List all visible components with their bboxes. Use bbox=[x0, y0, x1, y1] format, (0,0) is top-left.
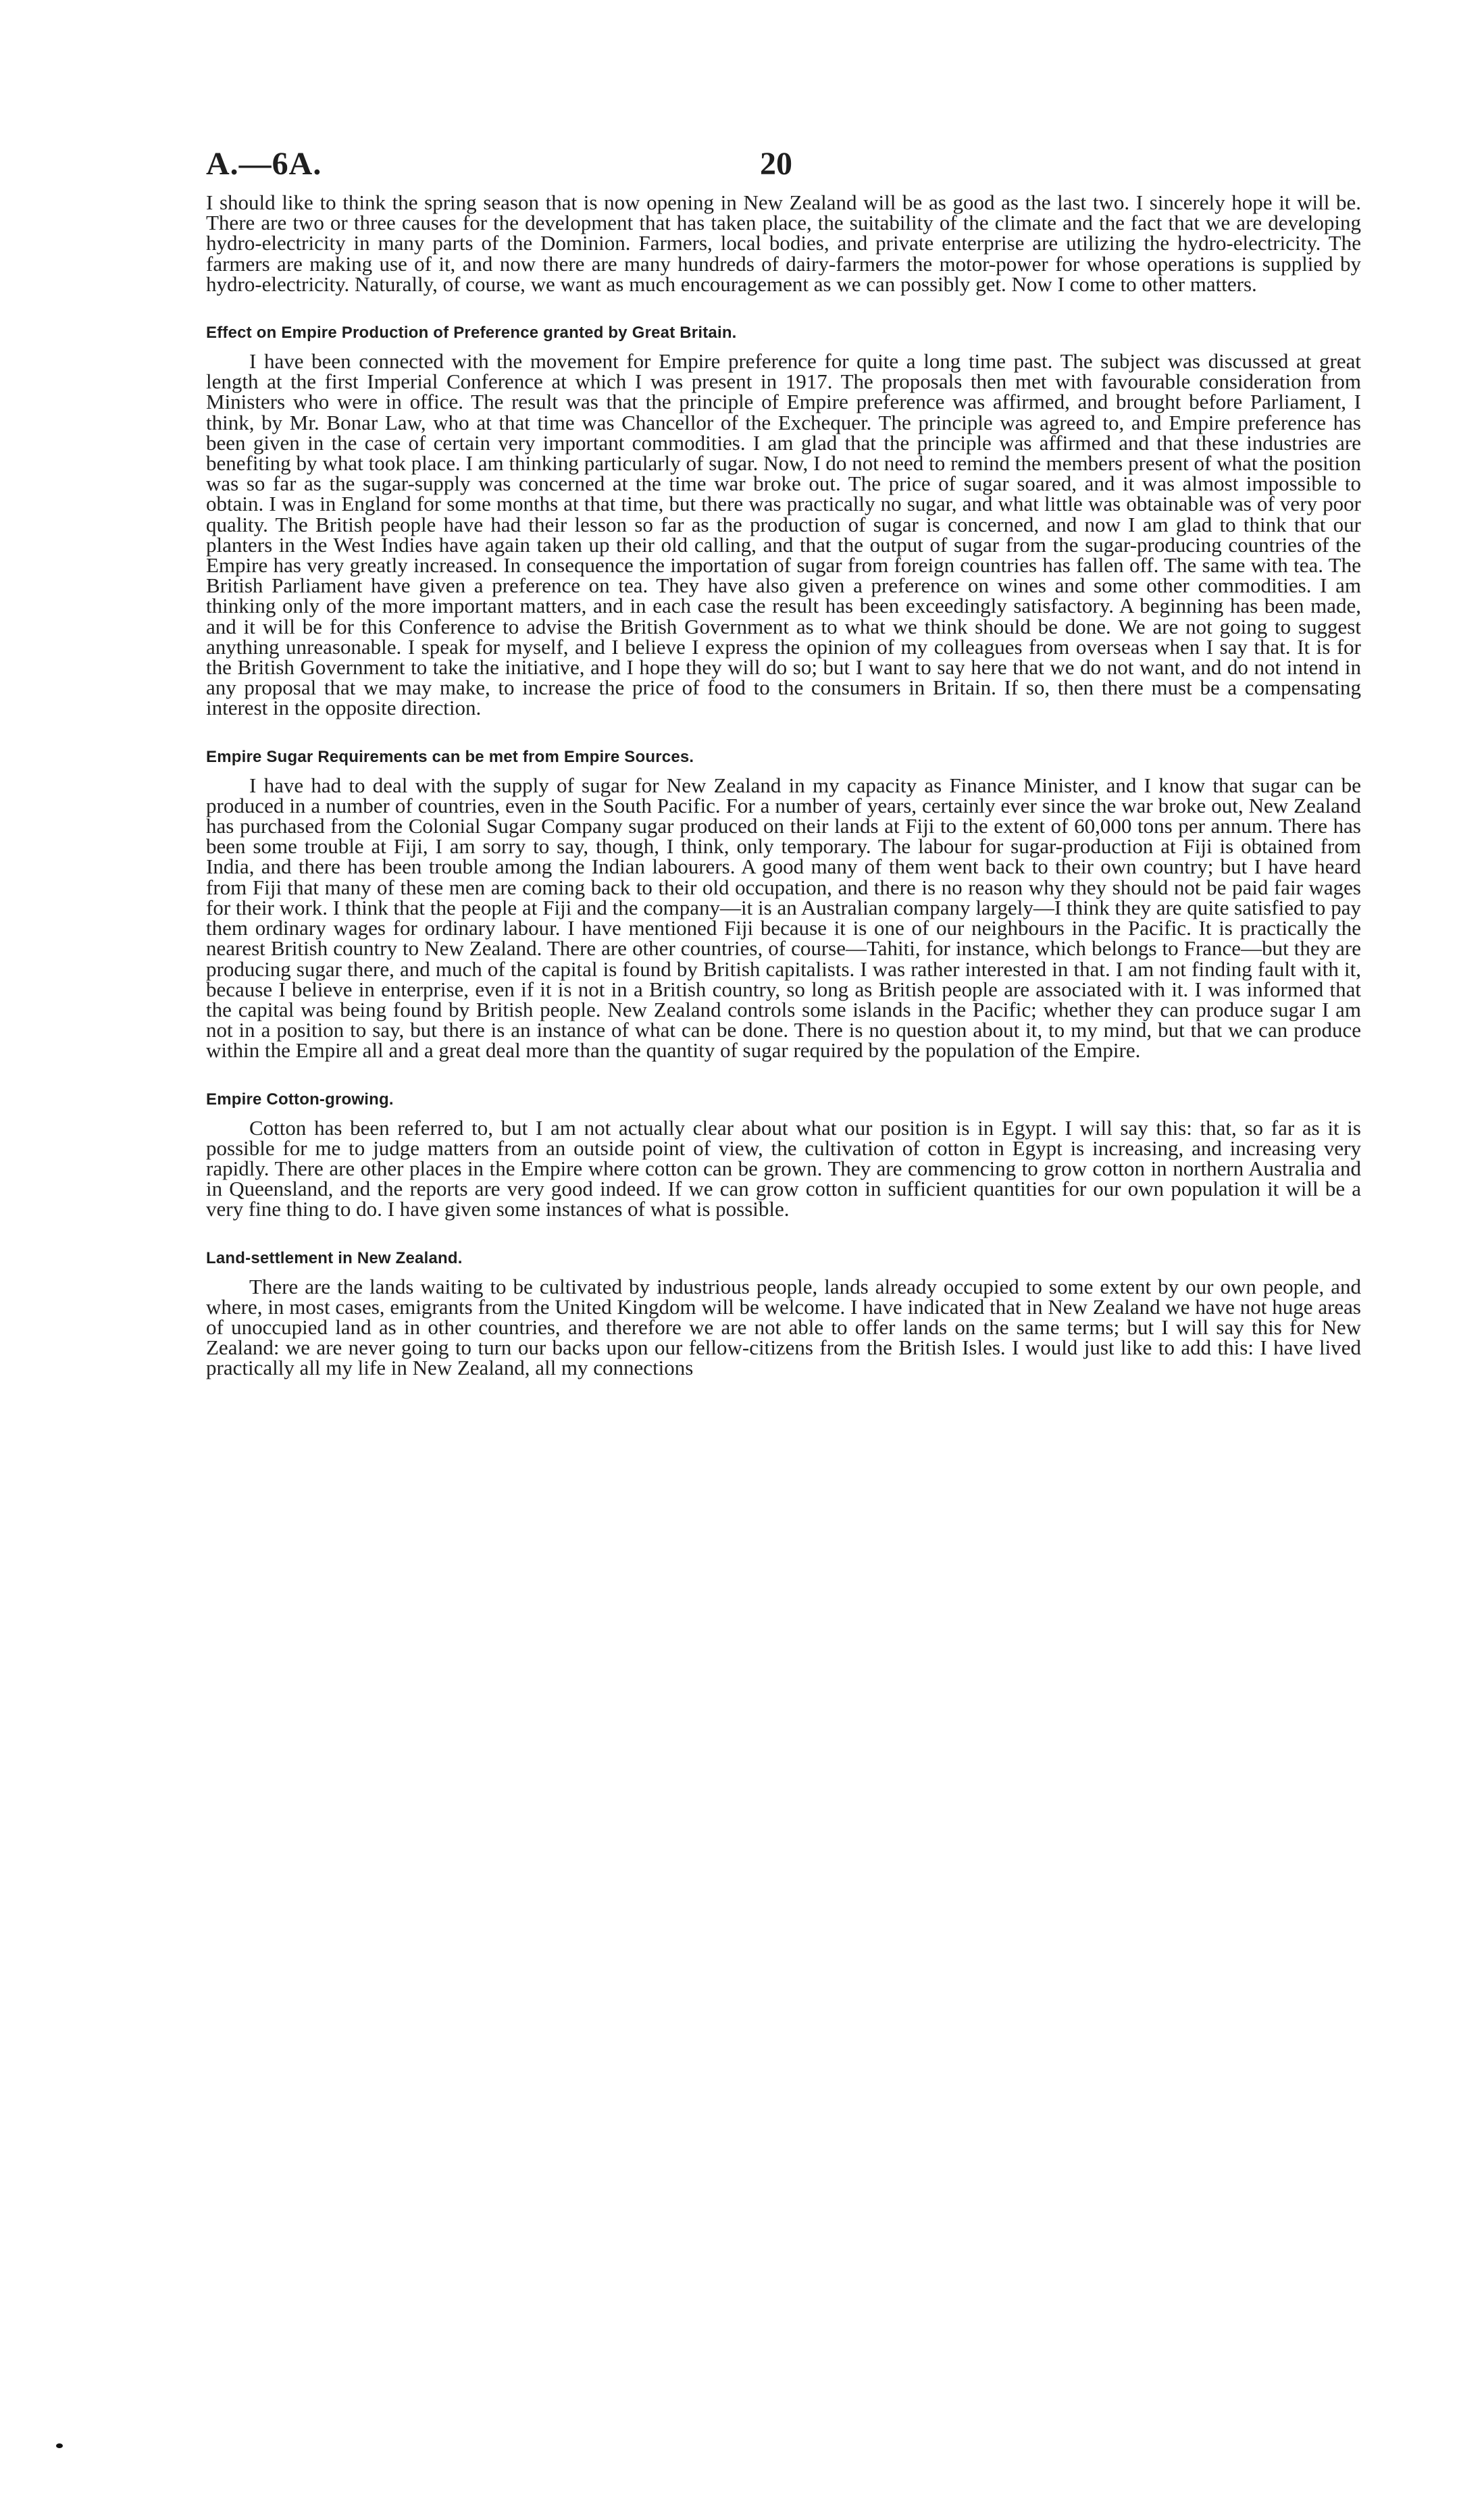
section-heading-empire-preference: Effect on Empire Production of Preference granted by Great Britain. bbox=[206, 324, 737, 342]
document-page bbox=[206, 145, 1361, 1379]
ink-speck bbox=[56, 2443, 63, 2448]
intro-paragraph: I should like to think the spring season that is now opening in New Zealand will be as good as the last two. I sincerely hope it will be. There are two or three causes for the development that has taken place, the suitability of the climate and the fact that we are developing hydro-electricity in many parts of the Dominion. Farmers, local bodies, and private enterprise are utilizing the hydro-electricity. The farmers are making use of it, and now there are many hundreds of dairy-farmers the motor-power for whose operations is supplied by hydro-electricity. Naturally, of course, we want as much encouragement as we can possibly get. Now I come to other matters. bbox=[206, 191, 1361, 296]
section-paragraph-cotton-growing: Cotton has been referred to, but I am not actually clear about what our position is in Egypt. I will say this: that, so far as it is possible for me to judge matters from an outside point of view, the cultivation of cotton in Egypt is increasing, and increasing very rapidly. There are other places in the Empire where cotton can be grown. They are commencing to grow cotton in northern Australia and in Queensland, and the reports are very good indeed. If we can grow cotton in sufficient quantities for our own population it will be a very fine thing to do. I have given some instances of what is possible. bbox=[206, 1115, 1361, 1221]
document-reference: A.—6A. bbox=[206, 146, 322, 182]
page-number: 20 bbox=[760, 146, 792, 182]
section-paragraph-sugar-requirements: I have had to deal with the supply of sugar for New Zealand in my capacity as Finance Minister, and I know that sugar can be produced in a number of countries, even in the South Pacific. For a number of years, certainly ever since the war broke out, New Zealand has purchased from the Colonial Sugar Company sugar produced on their lands at Fiji to the extent of 60,000 tons per annum. There has been some trouble at Fiji, I am sorry to say, though, I think, only temporary. The labour for sugar-production at Fiji is obtained from India, and there has been trouble among the Indian labourers. A good many of them went back to their own country; but I have heard from Fiji that many of these men are coming back to their old occupation, and there is no reason why they should not be paid fair wages for their work. I think that the people at Fiji and the company—it is an Australian company largely—I think they are quite satisfied to pay them ordinary wages for ordinary labour. I have mentioned Fiji because it is one of our neighbours in the Pacific. It is practically the nearest British country to New Zealand. There are other countries, of course—Tahiti, for instance, which belongs to France—but they are producing sugar there, and much of the capital is found by British capitalists. I was rather interested in that. I am not finding fault with it, because I believe in enterprise, even if it is not in a British country, so long as British people are associated with it. I was informed that the capital was being found by British people. New Zealand controls some islands in the Pacific; whether they can produce sugar I am not in a position to say, but there is an instance of what can be done. There is no question about it, to my mind, but that we can produce within the Empire all and a great deal more than the quantity of sugar required by the population of the Empire. bbox=[206, 773, 1361, 1063]
section-heading-land-settlement: Land-settlement in New Zealand. bbox=[206, 1248, 463, 1267]
page-header bbox=[206, 145, 1361, 193]
section-heading-sugar-requirements: Empire Sugar Requirements can be met from Empire Sources. bbox=[206, 747, 694, 766]
section-heading-cotton-growing: Empire Cotton-growing. bbox=[206, 1090, 394, 1109]
section-paragraph-empire-preference: I have been connected with the movement for Empire preference for quite a long time past. The subject was discussed at great length at the first Imperial Conference at which I was present in 1917. The proposals then met with favourable consideration from Ministers who were in office. The result was that the principle of Empire preference was affirmed, and brought before Parliament, I think, by Mr. Bonar Law, who at that time was Chancellor of the Exchequer. The principle was agreed to, and Empire preference has been given in the case of certain very important commodities. I am glad that the principle was affirmed and that these industries are benefiting by what took place. I am thinking particularly of sugar. Now, I do not need to remind the members present of what the position was so far as the sugar-supply was concerned at the time war broke out. The price of sugar soared, and it was almost impossible to obtain. I was in England for some months at that time, but there was practically no sugar, and what little was obtainable was of very poor quality. The British people have had their lesson so far as the production of sugar is concerned, and now I am glad to think that our planters in the West Indies have again taken up their old calling, and that the output of sugar from the sugar-producing countries of the Empire has very greatly increased. In consequence the importation of sugar from foreign countries has fallen off. The same with tea. The British Parliament have given a preference on tea. They have also given a preference on wines and some other commodities. I am thinking only of the more important matters, and in each case the result has been exceedingly satisfactory. A beginning has been made, and it will be for this Conference to advise the British Government as to what we think should be done. We are not going to suggest anything unreasonable. I speak for myself, and I believe I express the opinion of my colleagues from overseas when I say that. It is for the British Government to take the initiative, and I hope they will do so; but I want to say here that we do not want, and do not intend in any proposal that we may make, to increase the price of food to the consumers in Britain. If so, then there must be a compensating interest in the opposite direction. bbox=[206, 349, 1361, 720]
section-paragraph-land-settlement: There are the lands waiting to be cultivated by industrious people, lands already occupied to some extent by our own people, and where, in most cases, emigrants from the United Kingdom will be welcome. I have indicated that in New Zealand we have not huge areas of unoccupied land as in other countries, and therefore we are not able to offer lands on the same terms; but I will say this for New Zealand: we are never going to turn our backs upon our fellow-citizens from the British Isles. I would just like to add this: I have lived practically all my life in New Zealand, all my connections bbox=[206, 1274, 1361, 1380]
